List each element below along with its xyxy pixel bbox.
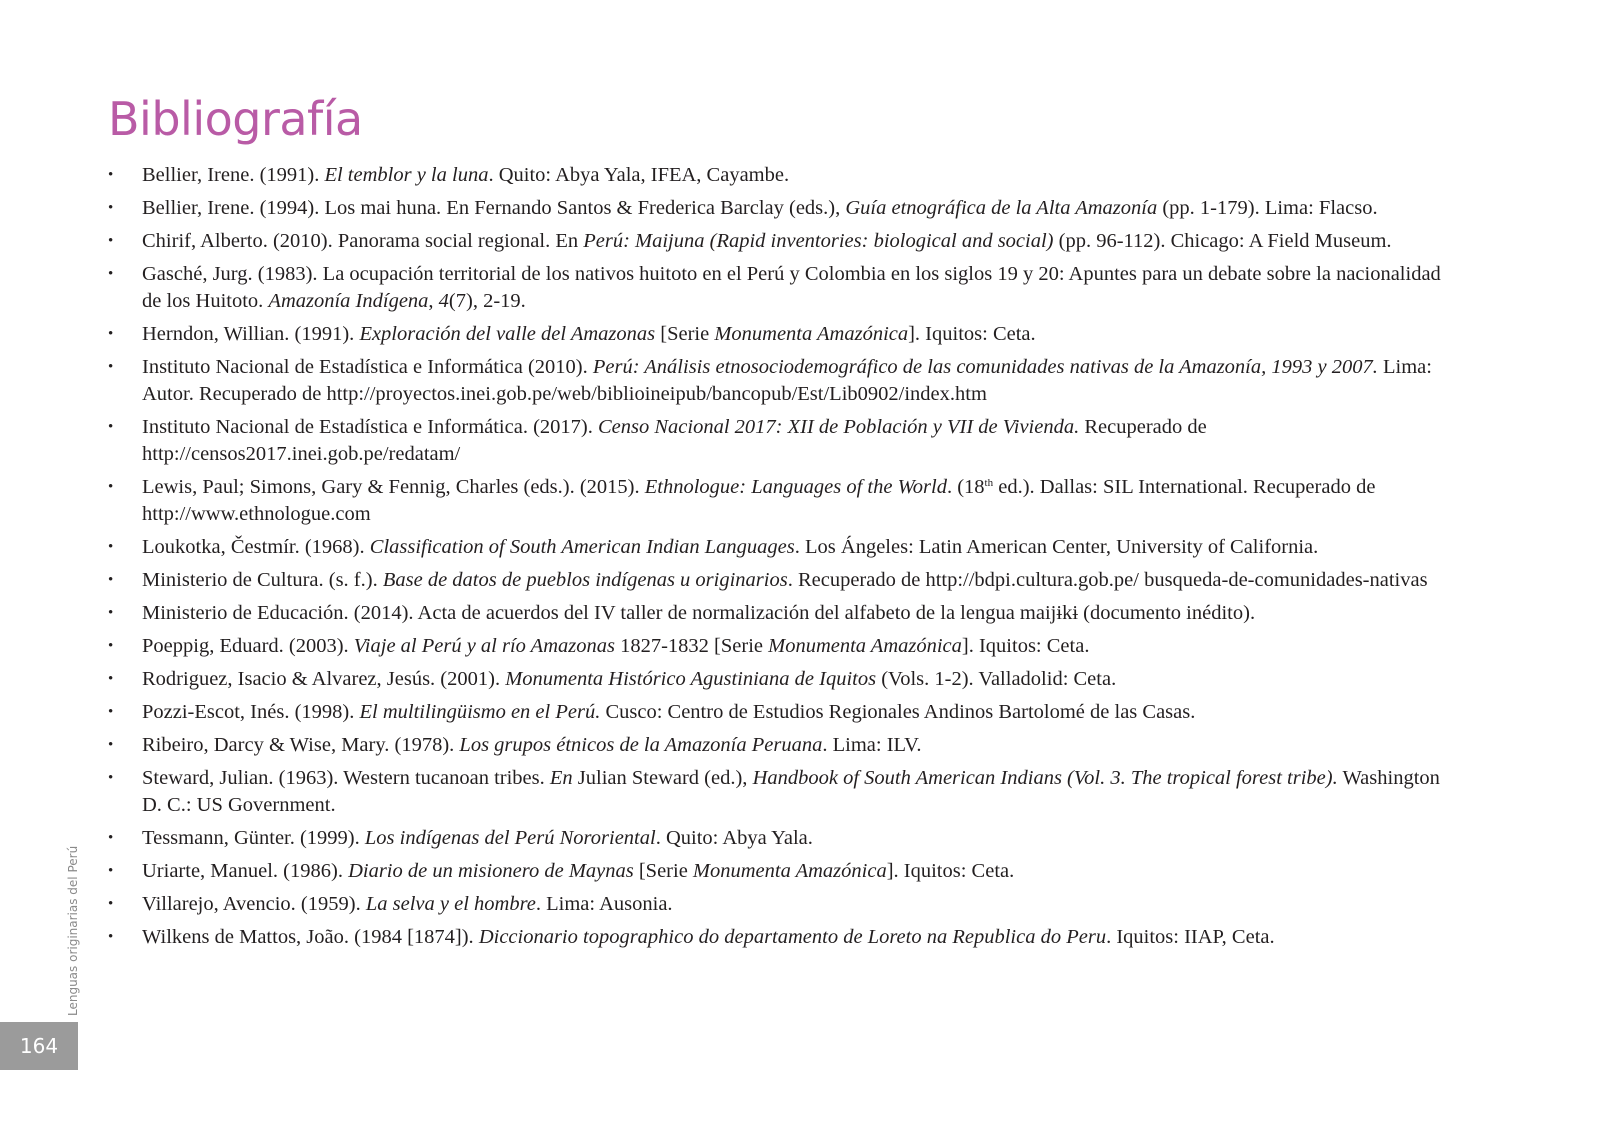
entry-text: 1827-1832 [Serie — [614, 635, 769, 657]
bibliography-entry — [108, 228, 1448, 255]
entry-text: (pp. 1-179). Lima: Flacso. — [1157, 197, 1378, 219]
entry-text: Gasché, Jurg. (1983). La ocupación territorial de los nativos huitoto en el Perú y Colombia en los siglos 19 y 20: Apuntes para un debate sobre la nacionalidad de los Huitoto. — [142, 263, 1441, 312]
italic-title-text: Los indígenas del Perú Nororiental — [364, 827, 656, 849]
bibliography-entry — [108, 858, 1448, 885]
page-number: 164 — [19, 1034, 59, 1058]
entry-text: (pp. 96-112). Chicago: A Field Museum. — [1053, 230, 1392, 252]
entry-text: (Vols. 1-2). Valladolid: Ceta. — [876, 668, 1117, 690]
bullet-icon: • — [108, 929, 114, 945]
italic-title-text: Diario de un misionero de Maynas — [348, 860, 634, 882]
entry-text: Chirif, Alberto. (2010). Panorama social regional. En — [142, 230, 584, 252]
bibliography-entry — [108, 414, 1448, 468]
bibliography-entry — [108, 474, 1448, 528]
bullet-icon: • — [108, 233, 114, 249]
entry-text: . Quito: Abya Yala. — [655, 827, 813, 849]
bullet-icon: • — [108, 167, 114, 183]
entry-text: Rodriguez, Isacio & Alvarez, Jesús. (2001). — [142, 668, 506, 690]
bibliography-list — [108, 162, 1448, 957]
entry-text: th — [984, 477, 994, 489]
entry-text: ]. Iquitos: Ceta. — [908, 323, 1036, 345]
italic-title-text: Classification of South American Indian Languages — [369, 536, 795, 558]
entry-text: Lewis, Paul; Simons, Gary & Fennig, Charles (eds.). (2015). — [142, 476, 645, 498]
bibliography-entry — [108, 600, 1448, 627]
italic-title-text: Los grupos étnicos de la Amazonía Peruana — [459, 734, 823, 756]
running-footer-label: Lenguas originarias del Perú — [66, 845, 80, 1016]
entry-text: ed.). Dallas: SIL International. Recuperado de http://www.ethnologue.com — [142, 476, 1376, 525]
bullet-icon: • — [108, 479, 114, 495]
italic-title-text: Monumenta Amazónica — [714, 323, 909, 345]
entry-text: [Serie — [655, 323, 715, 345]
entry-text: Ministerio de Cultura. (s. f.). — [142, 569, 383, 591]
entry-text: ]. Iquitos: Ceta. — [961, 635, 1090, 657]
entry-text: Cusco: Centro de Estudios Regionales Andinos Bartolomé de las Casas. — [600, 701, 1196, 723]
entry-text: . Lima: Ausonia. — [535, 893, 673, 915]
italic-title-text: Viaje al Perú y al río Amazonas — [353, 635, 615, 657]
bullet-icon: • — [108, 419, 114, 435]
entry-text: Lima: Autor. Recuperado de http://proyectos.inei.gob.pe/web/biblioineipub/bancopub/Est/Lib0902/index.htm — [142, 356, 1432, 405]
bibliography-entry — [108, 567, 1448, 594]
entry-text: Instituto Nacional de Estadística e Informática. (2017). — [142, 416, 598, 438]
bibliography-entry — [108, 354, 1448, 408]
entry-text: Loukotka, Čestmír. (1968). — [142, 536, 370, 558]
italic-title-text: 4 — [438, 290, 449, 312]
entry-text: . Iquitos: IIAP, Ceta. — [1106, 926, 1275, 948]
bullet-icon: • — [108, 671, 114, 687]
bibliography-entry — [108, 261, 1448, 315]
bibliography-entry — [108, 765, 1448, 819]
bullet-icon: • — [108, 326, 114, 342]
entry-text: Instituto Nacional de Estadística e Informática (2010). — [142, 356, 593, 378]
bullet-icon: • — [108, 638, 114, 654]
bullet-icon: • — [108, 200, 114, 216]
italic-title-text: Monumenta Amazónica — [692, 860, 887, 882]
italic-title-text: Ethnologue: Languages of the World — [644, 476, 947, 498]
entry-text: Bellier, Irene. (1994). Los mai huna. En Fernando Santos & Frederica Barclay (eds.), — [142, 197, 846, 219]
entry-text: . (18 — [946, 476, 985, 498]
entry-text: Pozzi-Escot, Inés. (1998). — [142, 701, 360, 723]
bullet-icon: • — [108, 830, 114, 846]
bullet-icon: • — [108, 896, 114, 912]
entry-text: [Serie — [633, 860, 693, 882]
entry-text: Steward, Julian. (1963). Western tucanoan tribes. — [142, 767, 550, 789]
bullet-icon: • — [108, 704, 114, 720]
bullet-icon: • — [108, 359, 114, 375]
italic-title-text: Perú: Análisis etnosociodemográfico de las comunidades nativas de la Amazonía, 1993 y 2007. — [592, 356, 1378, 378]
bibliography-entry — [108, 195, 1448, 222]
bibliography-entry — [108, 534, 1448, 561]
italic-title-text: Diccionario topographico do departamento de Loreto na Republica do Peru — [478, 926, 1107, 948]
bibliography-entry — [108, 666, 1448, 693]
italic-title-text: Monumenta Histórico Agustiniana de Iquitos — [505, 668, 877, 690]
italic-title-text: Amazonía Indígena — [268, 290, 429, 312]
entry-text: (7), 2-19. — [448, 290, 526, 312]
italic-title-text: En — [549, 767, 573, 789]
entry-text: Uriarte, Manuel. (1986). — [142, 860, 349, 882]
bullet-icon: • — [108, 863, 114, 879]
bibliography-entry — [108, 924, 1448, 951]
bibliography-entry — [108, 732, 1448, 759]
entry-text: Wilkens de Mattos, João. (1984 [1874]). — [142, 926, 479, 948]
bibliography-entry — [108, 825, 1448, 852]
bullet-icon: • — [108, 737, 114, 753]
entry-text: . Quito: Abya Yala, IFEA, Cayambe. — [488, 164, 790, 186]
entry-text: ]. Iquitos: Ceta. — [886, 860, 1015, 882]
italic-title-text: Perú: Maijuna (Rapid inventories: biological and social) — [583, 230, 1054, 252]
entry-text: Recuperado de http://censos2017.inei.gob.pe/redatam/ — [142, 416, 1207, 465]
bullet-icon: • — [108, 572, 114, 588]
bibliography-entry — [108, 633, 1448, 660]
bibliography-entry — [108, 162, 1448, 189]
page-number-badge — [0, 1022, 78, 1070]
entry-text: Herndon, Willian. (1991). — [142, 323, 360, 345]
italic-title-text: El temblor y la luna — [324, 164, 489, 186]
entry-text: Julian Steward (ed.), — [572, 767, 753, 789]
bullet-icon: • — [108, 539, 114, 555]
bibliography-entry — [108, 321, 1448, 348]
entry-text: Washington D. C.: US Government. — [142, 767, 1440, 816]
bullet-icon: • — [108, 266, 114, 282]
entry-text: Tessmann, Günter. (1999). — [142, 827, 365, 849]
page-title: Bibliografía — [108, 92, 363, 146]
entry-text: . Lima: ILV. — [822, 734, 922, 756]
bibliography-entry — [108, 699, 1448, 726]
bibliography-entry — [108, 891, 1448, 918]
entry-text: Ribeiro, Darcy & Wise, Mary. (1978). — [142, 734, 460, 756]
italic-title-text: La selva y el hombre — [365, 893, 536, 915]
entry-text: . Los Ángeles: Latin American Center, University of California. — [794, 536, 1319, 558]
bullet-icon: • — [108, 605, 114, 621]
entry-text: Villarejo, Avencio. (1959). — [142, 893, 366, 915]
entry-text: . Recuperado de http://bdpi.cultura.gob.pe/ busqueda-de-comunidades-nativas — [787, 569, 1428, 591]
italic-title-text: El multilingüismo en el Perú. — [359, 701, 601, 723]
entry-text: , — [428, 290, 439, 312]
italic-title-text: Guía etnográfica de la Alta Amazonía — [845, 197, 1158, 219]
italic-title-text: Base de datos de pueblos indígenas u originarios — [382, 569, 788, 591]
bullet-icon: • — [108, 770, 114, 786]
entry-text: Poeppig, Eduard. (2003). — [142, 635, 354, 657]
italic-title-text: Handbook of South American Indians (Vol. 3. The tropical forest tribe). — [752, 767, 1338, 789]
italic-title-text: Monumenta Amazónica — [768, 635, 962, 657]
entry-text: Ministerio de Educación. (2014). Acta de acuerdos del IV taller de normalización del alfabeto de la lengua maijɨkɨ (documento inédito). — [142, 602, 1256, 624]
italic-title-text: Exploración del valle del Amazonas — [359, 323, 656, 345]
entry-text: Bellier, Irene. (1991). — [142, 164, 325, 186]
italic-title-text: Censo Nacional 2017: XII de Población y VII de Vivienda. — [597, 416, 1080, 438]
